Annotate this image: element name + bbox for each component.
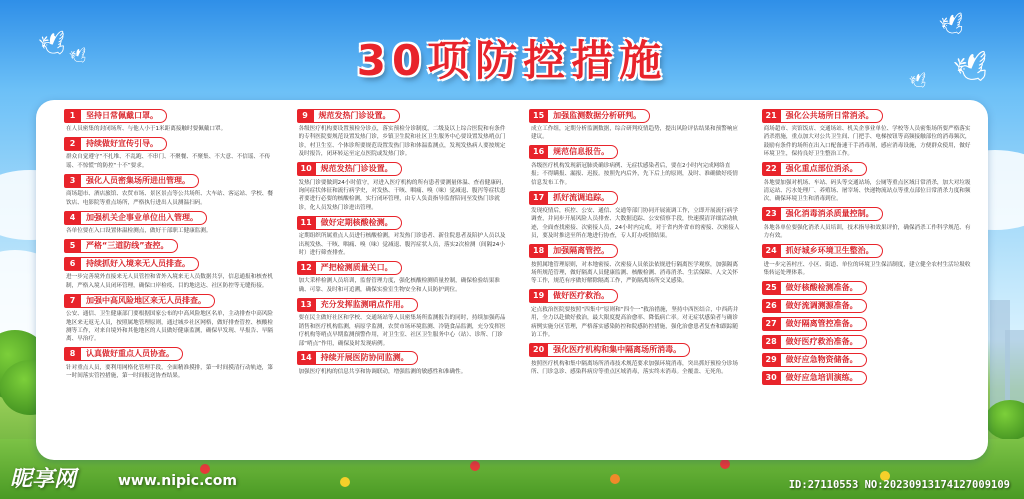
measure-title: 做好应急培训演练。	[781, 371, 867, 385]
measure-description: 按照医疗机构和集中隔离场所消毒技术规范要求加强环境消毒，突出抓好预检分诊场所、门诊急诊、感染科病房等重点区域消毒，落实终末消毒。全覆盖、无死角。	[531, 360, 738, 375]
measure-header	[297, 297, 508, 312]
flower	[720, 459, 730, 469]
measure-item	[64, 256, 275, 290]
measure-item	[762, 334, 973, 349]
measure-title: 规范发热门诊设置。	[316, 162, 402, 176]
measure-number: 21	[762, 109, 781, 123]
measure-header	[529, 190, 740, 205]
measure-item	[762, 316, 973, 331]
measure-number: 12	[297, 261, 316, 275]
measure-title: 做好核酸检测准备。	[781, 281, 867, 295]
measure-number: 9	[297, 109, 314, 123]
measure-header	[297, 260, 508, 275]
measure-number: 5	[64, 239, 81, 253]
measure-header	[529, 108, 740, 123]
measure-item	[64, 173, 275, 207]
measure-description: 各级医疗机构发现新冠肺炎确诊病例、无症状感染者后，要在2小时内完成网络直报；不得瞒报、漏报、迟报。按照先内后外，先下后上的原则，及时、准确做好疫情信息发布工作。	[531, 162, 738, 186]
measure-number: 29	[762, 353, 781, 367]
measure-description: 各地要加强对机场、车站、码头等交通站场，公厕等重点区域日常消杀，加大对垃圾清运站、污水处理厂、养殖场、屠宰场、快递物流站点等重点部位日常消杀力度和频次，确保环境卫生和消毒到位。	[763, 179, 971, 203]
measure-header	[64, 256, 275, 271]
measure-title: 做好隔离管控准备。	[781, 317, 867, 331]
measure-item	[297, 108, 508, 159]
measure-title: 充分发挥监测哨点作用。	[316, 298, 418, 312]
measure-header	[762, 244, 973, 259]
measure-title: 加强监测数据分析研判。	[548, 109, 650, 123]
measure-number: 15	[529, 109, 548, 123]
measure-item	[529, 343, 740, 377]
measure-number: 14	[297, 351, 316, 365]
measure-number: 16	[529, 145, 548, 159]
measure-description: 群众自觉遵守“不扎堆、不乱跑、不串门、不聚餐、不聚集、不大意、不信谣、不传谣、不惊慌”的防控“十不”要求。	[66, 154, 271, 169]
measure-item	[297, 351, 508, 376]
measure-description: 进一步完善村庄、小区、街道、单位的环境卫生保洁制度，建立健全农村生活垃圾收集转运处理体系。	[763, 261, 971, 277]
measure-item	[64, 347, 275, 381]
measure-header	[64, 108, 275, 123]
measure-item	[529, 244, 740, 286]
measure-title: 严把检测质量关口。	[316, 261, 402, 275]
measure-item	[297, 215, 508, 257]
measure-title: 做好医疗救治准备。	[781, 335, 867, 349]
measure-number: 20	[529, 343, 548, 357]
measure-title: 做好定期核酸检测。	[316, 216, 402, 230]
measure-title: 抓好城乡环境卫生整治。	[781, 244, 883, 258]
measure-number: 28	[762, 335, 781, 349]
measure-item	[529, 108, 740, 142]
measure-title: 持续做好宣传引导。	[81, 137, 167, 151]
measure-title: 做好医疗救治。	[548, 289, 618, 303]
measure-header	[297, 215, 508, 230]
measure-item	[762, 108, 973, 159]
measure-number: 10	[297, 162, 316, 176]
measure-number: 25	[762, 281, 781, 295]
measure-number: 30	[762, 371, 781, 385]
measure-title: 做好应急物资储备。	[781, 353, 867, 367]
measure-item	[529, 289, 740, 340]
dove-icon: 🕊	[937, 10, 969, 40]
dove-icon: 🕊	[951, 47, 995, 90]
measure-description: 各地各单位要强化消杀人员培训，技术指导和效果评价，确保消杀工作科学规范、有力有效。	[763, 224, 971, 240]
measure-description: 商场超市、宾馆饭店、交通场站、机关企事业单位、学校等人员密集场所要严格落实消杀措施，重点加大对公共卫生间、门把手、电梯按钮等高频接触部位的消毒频次，鼓励有条件的场所在出入口配备速干手消毒剂，感应消毒设施，方便群众使用，做好环境卫生，保持良好卫生整治工作。	[763, 126, 971, 158]
measure-header	[64, 238, 275, 253]
measure-description: 商场超市、酒店旅馆、农贸市场、景区景点等公共场所、大车站、客运站、学校、餐饮店、电影院等重点场所，严格执行进出人员测温扫码。	[66, 191, 273, 206]
flower	[610, 474, 620, 484]
measure-item	[64, 238, 275, 253]
measure-item	[762, 280, 973, 295]
measure-description: 各单位要在入口设置体温检测点，做好干部职工健康监测。	[66, 228, 212, 235]
measure-description: 在人员密集的封闭场所、与他人小于1米距离接触时要佩戴口罩。	[66, 126, 227, 132]
measure-item	[762, 244, 973, 278]
measure-header	[64, 136, 275, 151]
watermark-url: www.nipic.com	[118, 473, 237, 489]
measure-title: 持续开展医防协同监测。	[316, 351, 418, 365]
measure-header	[762, 207, 973, 222]
measure-title: 规范发热门诊设置。	[314, 109, 400, 123]
measure-item	[762, 207, 973, 241]
measure-number: 6	[64, 257, 81, 271]
measure-description: 发热门诊要做到24小时值守，对进入医疗机构的所有患者要测量体温、查看健康码，询问症状体征和流行病学史，对发热、干咳、咽痛、嗅（味）觉减退、腹泻等症状患者要进行必要的核酸检测，实行闭环管理，由专人负责指导监督陪同至发热门诊就诊，化人员发热门诊进出管理。	[298, 179, 507, 211]
measure-number: 4	[64, 211, 81, 225]
measure-description: 成立工作组，定期分析监测数据，综合研判疫情趋势，提出风险评估结果和预警响应建议。	[531, 126, 738, 141]
measure-title: 加强中高风险地区来无人员排查。	[81, 294, 215, 308]
measure-item	[64, 210, 275, 235]
measure-header	[64, 210, 275, 225]
flower	[470, 461, 480, 471]
flower	[340, 477, 350, 487]
measure-header	[762, 370, 973, 385]
measure-title: 做好流调测源准备。	[781, 299, 867, 313]
measure-item	[762, 370, 973, 385]
measures-column	[529, 108, 740, 454]
measure-item	[297, 260, 508, 294]
measure-item	[529, 145, 740, 187]
measure-number: 3	[64, 174, 81, 188]
measure-header	[529, 343, 740, 358]
measure-item	[529, 190, 740, 241]
measure-header	[762, 352, 973, 367]
measure-description: 加强医疗机构的信息共享和协调联动，增强监测的敏感性和准确性。	[298, 368, 467, 375]
measure-description: 要在民主做好社区和学校、交通场站等人员密集场所监测报告的同时，持续加强药品销售和医疗机构监测，病原学监测，农贸市场环境监测、冷链食品监测，充分发挥医疗机构等哨点早期监测预警作用，对卫生室、社区卫生服务中心（站）、诊所、门诊部“哨点”作用，确保及时发现病例。	[298, 315, 506, 347]
measure-header	[762, 316, 973, 331]
measure-description: 发现疫情后，疾控、公安、通信、交通等部门协同开展流调工作，立即开展流行病学调查，并同步开展风险人员排查、大数据追踪、公安侦察手段，快速摸清详细活动轨迹，全面查找密接、次密接人员，24小时内完成，对于省内外省市的密接、次密接人员，要及时推送至所在地进行协查，专人盯办疫情结果。	[531, 208, 740, 240]
measure-header	[762, 162, 973, 177]
measures-board	[36, 100, 988, 460]
measures-column	[297, 108, 508, 454]
measure-title: 强化消毒消杀质量控制。	[781, 207, 883, 221]
measure-title: 加强隔离管控。	[548, 244, 618, 258]
measure-header	[762, 334, 973, 349]
measure-description: 按照属地管理原则，对本地密接、次密接人员依法依规进行隔离医学观察，加强隔离场所规范管理，做好隔离人员健康监测、核酸检测、消毒消杀、生活保障、人文关怀等工作，规范有序做好解除隔离工作，严防隔离场所交叉感染。	[531, 261, 738, 285]
measure-number: 24	[762, 244, 781, 258]
measure-number: 1	[64, 109, 81, 123]
measure-header	[64, 347, 275, 362]
measure-title: 严格“三道防线”查控。	[81, 239, 178, 253]
measure-number: 19	[529, 289, 548, 303]
measures-column	[64, 108, 275, 454]
measure-item	[762, 162, 973, 204]
measure-item	[64, 108, 275, 133]
measure-header	[762, 108, 973, 123]
dove-icon: 🕊	[68, 46, 90, 68]
measure-item	[762, 352, 973, 367]
measure-title: 加强机关企事业单位出入管理。	[81, 211, 207, 225]
measures-column	[762, 108, 973, 454]
measure-number: 23	[762, 207, 781, 221]
measure-header	[762, 280, 973, 295]
measure-title: 强化重点部位消杀。	[781, 162, 867, 176]
measure-header	[297, 108, 508, 123]
measure-header	[64, 173, 275, 188]
measure-item	[297, 297, 508, 348]
measure-description: 进一步完善境外直接来无人员管控和省外入境来无人员数据共享，信息通报和核查机制，严格入境人员闭环管理，确保口岸检疫、目的地送达、社区防控等无缝衔接。	[66, 274, 273, 289]
measure-number: 26	[762, 299, 781, 313]
measure-title: 强化公共场所日常消杀。	[781, 109, 883, 123]
measure-description: 定点救治医院要按照“四集中”原则和“四个一”救治措施，坚持中西医结合，中西药并用，全力以赴做好救治，最大限度提高治愈率、降低病亡率。对无症状感染者与确诊病例实施分区管理，严格落实感染防控和院感防控措施，强化治愈患者复查和跟踪随访工作。	[531, 306, 739, 339]
tree	[985, 400, 1024, 440]
measure-title: 强化医疗机构和集中隔离场所消毒。	[548, 343, 690, 357]
measure-title: 抓好流调追踪。	[548, 191, 618, 205]
measure-number: 18	[529, 244, 548, 258]
measure-title: 强化人员密集场所进出管理。	[81, 174, 199, 188]
measure-description: 加大采样检测人员培训，监督管理力度，强化核酸检测质量控制，确保检验结果准确、可靠、及时和可追溯，确保实验室生物安全和人员防护到位。	[298, 278, 500, 293]
measure-number: 8	[64, 347, 81, 361]
page-title: 30项防控措施	[356, 36, 668, 85]
measure-item	[297, 162, 508, 213]
measure-item	[64, 293, 275, 344]
image-id: ID:27110553 NO:20230913174127009109	[788, 479, 1010, 491]
measure-number: 22	[762, 162, 781, 176]
measure-description: 定期组织所属重点人员进行核酸检测，对发热门诊患者、新住院患者及陪护人员以及出现发热、干咳、咽痛、嗅（味）觉减退、腹泻症状人员，落实2次检测（间隔24小时）进行筛查排查。	[298, 233, 506, 257]
dove-icon: 🕊	[37, 29, 71, 62]
dove-icon: 🕊	[908, 71, 930, 93]
measure-header	[297, 351, 508, 366]
measure-item	[64, 136, 275, 170]
measure-header	[64, 293, 275, 308]
measure-number: 11	[297, 216, 316, 230]
measure-header	[529, 244, 740, 259]
measure-description: 针对重点人员，要利用网格化管理手段，全面精准摸排，第一时间摸清行动轨迹，第一时间落实管控措施，第一时间报送协查结果。	[66, 364, 273, 380]
watermark-logo: 昵享网	[10, 467, 77, 492]
measure-header	[529, 289, 740, 304]
measure-number: 7	[64, 294, 81, 308]
measure-description: 公安、通信、卫生健康部门要根据国家公布的中高风险地区名单，主动排查中高风险地区来无返无人员，按照属地管理原则，通过城乡社区网格，做好排查管控、核酸检测等工作，对来自境外和其他地区的人员做好健康监测，确保早发现、早报告、早隔离、早治疗。	[66, 311, 273, 343]
measure-header	[297, 162, 508, 177]
measure-number: 2	[64, 137, 81, 151]
measure-header	[529, 145, 740, 160]
measure-number: 17	[529, 191, 548, 205]
measure-title: 持续抓好入境来无人员排查。	[81, 257, 199, 271]
measure-title: 坚持日常佩戴口罩。	[81, 109, 167, 123]
measure-number: 27	[762, 317, 781, 331]
measure-title: 认真做好重点人员协查。	[81, 347, 183, 361]
measure-item	[762, 298, 973, 313]
measure-header	[762, 298, 973, 313]
measure-title: 规范信息报告。	[548, 145, 618, 159]
measure-description: 各级医疗机构要设置预检分诊点，落实预检分诊制度，二级及以上综合医院和有条件的专科医院要规范设置发热门诊，乡镇卫生院和社区卫生服务中心要设置发热哨点门诊，村卫生室、个体诊所要规范设置发热门诊和体温监测点，发现发热病人要按规定及时报告，闭环转运至定点医院或发热门诊。	[298, 126, 506, 158]
measure-number: 13	[297, 298, 316, 312]
